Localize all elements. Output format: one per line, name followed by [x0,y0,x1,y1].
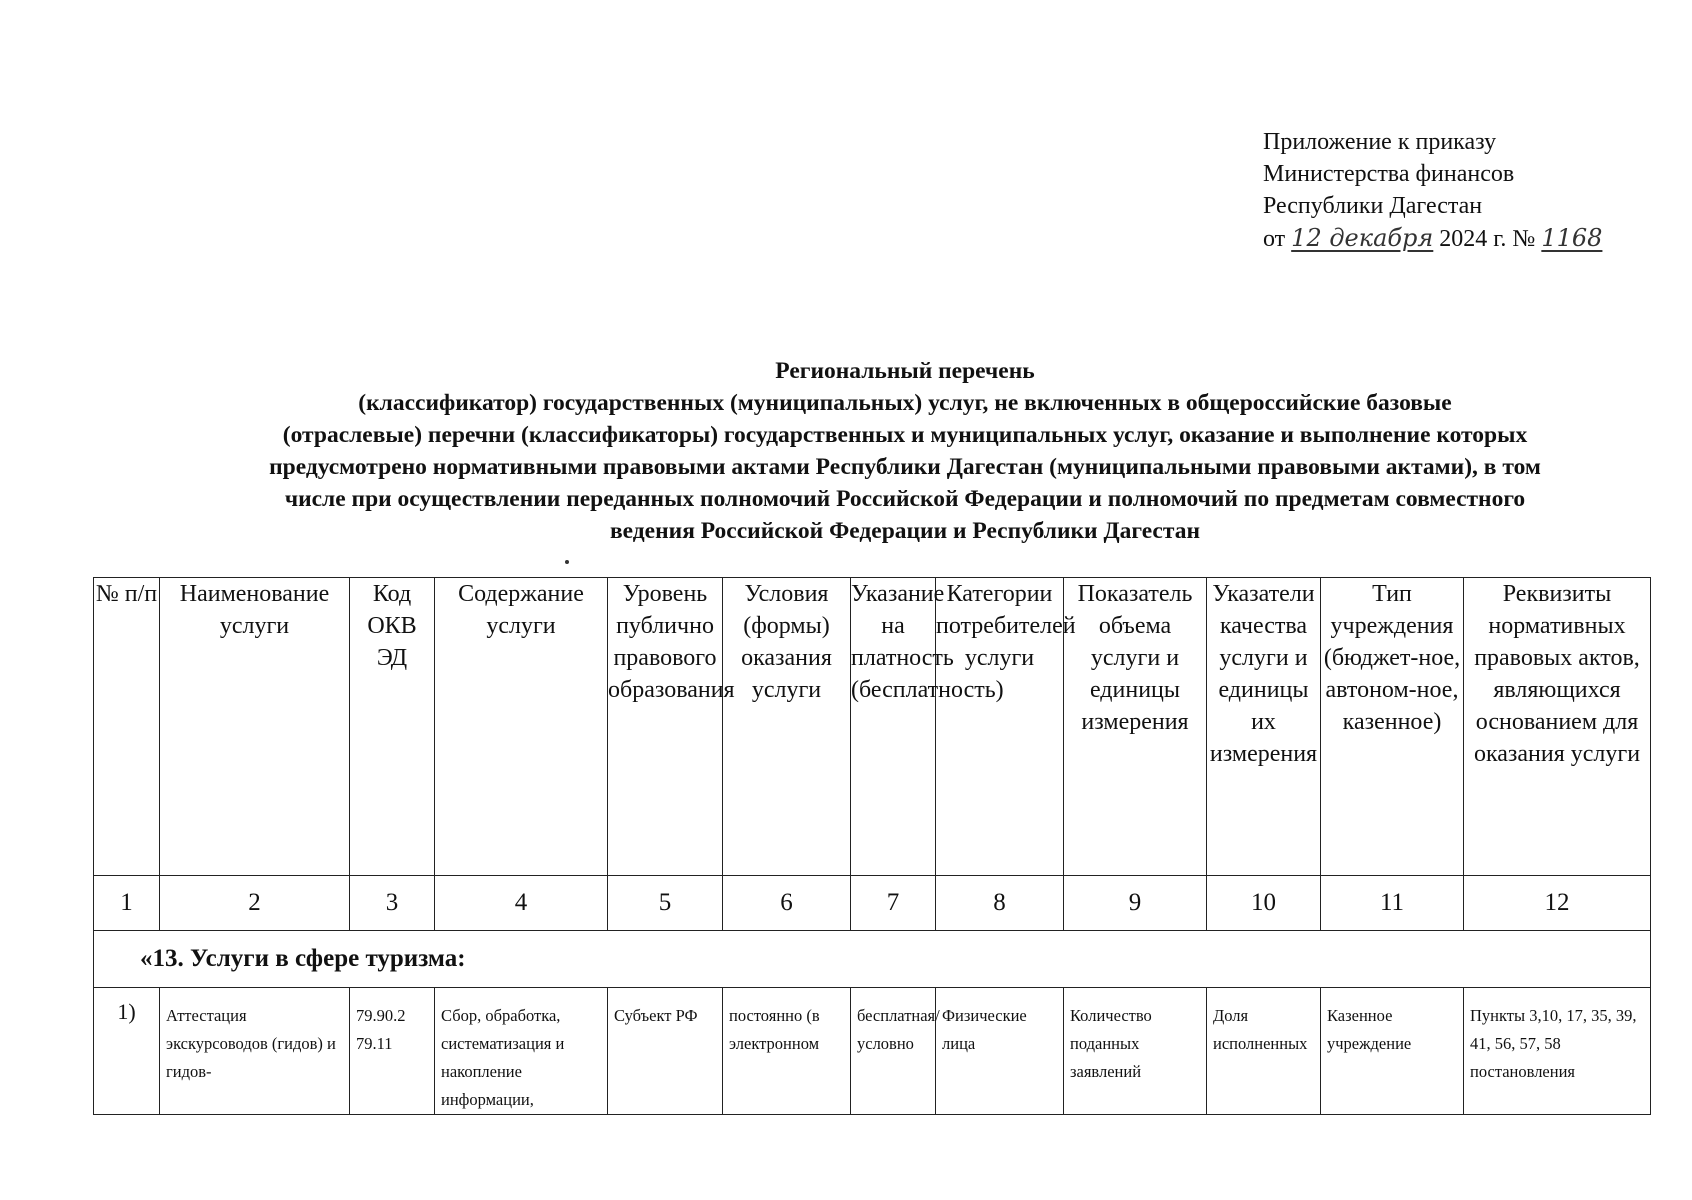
header-cell: Указание на платность (бесплатность) [851,578,936,876]
column-number: 10 [1207,876,1321,931]
column-number: 7 [851,876,936,931]
title-line-2: (классификатор) государственных (муниципальных) услуг, не включенных в общероссийские базовые [358,390,1452,416]
approval-line-3: Республики Дагестан [1263,193,1483,219]
payment-cell: бесплатная/условно [851,988,936,1115]
column-number: 8 [936,876,1064,931]
column-number: 5 [608,876,723,931]
column-number: 12 [1464,876,1651,931]
header-row [94,578,1651,876]
title-line-1: Региональный перечень [775,358,1035,384]
header-cell: Содержание услуги [435,578,608,876]
consumer-category-cell: Физические лица [936,988,1064,1115]
date-prefix: от [1263,226,1286,252]
approval-date-line [1263,222,1602,255]
column-number: 2 [160,876,350,931]
header-cell: Реквизиты нормативных правовых актов, являющихся основанием для оказания услуги [1464,578,1651,876]
handwritten-number: 1168 [1541,224,1603,252]
scan-speck [565,560,569,564]
legal-basis-cell: Пункты 3,10, 17, 35, 39, 41, 56, 57, 58 постановления [1464,988,1651,1115]
header-cell: Код ОКВ ЭД [350,578,435,876]
institution-type-cell: Казенное учреждение [1321,988,1464,1115]
header-cell: Уровень публично правового образования [608,578,723,876]
title-line-3: (отраслевые) перечни (классификаторы) государственных и муниципальных услуг, оказание и выполнение которых [282,422,1528,448]
column-number: 1 [94,876,160,931]
table-row [94,988,1651,1115]
header-cell: Тип учреждения (бюджет-ное, автоном-ное, казенное) [1321,578,1464,876]
service-name-cell: Аттестация экскурсоводов (гидов) и гидов- [160,988,350,1115]
section-heading: «13. Услуги в сфере туризма: [94,931,1651,988]
column-number: 6 [723,876,851,931]
header-cell: Показатель объема услуги и единицы измерения [1064,578,1207,876]
approval-line-1: Приложение к приказу [1263,129,1497,155]
column-number: 3 [350,876,435,931]
column-number: 4 [435,876,608,931]
handwritten-date: 12 декабря [1291,224,1434,252]
document-title [130,355,1680,547]
column-number: 11 [1321,876,1464,931]
header-cell: Указатели качества услуги и единицы их измерения [1207,578,1321,876]
conditions-cell: постоянно (в электронном [723,988,851,1115]
header-cell: Категории потребителей услуги [936,578,1064,876]
row-number: 1) [94,988,160,1115]
volume-indicator-cell: Количество поданных заявлений [1064,988,1207,1115]
services-table [93,577,1651,1115]
title-line-6: ведения Российской Федерации и Республики Дагестан [609,518,1200,544]
column-number-row [94,876,1651,931]
title-line-4: предусмотрено нормативными правовыми актами Республики Дагестан (муниципальными правовыми актами), в том [269,454,1541,480]
okved-code-cell: 79.90.2 79.11 [350,988,435,1115]
header-cell: № п/п [94,578,160,876]
header-cell: Условия (формы) оказания услуги [723,578,851,876]
public-level-cell: Субъект РФ [608,988,723,1115]
quality-indicator-cell: Доля исполненных [1207,988,1321,1115]
approval-line-2: Министерства финансов [1263,161,1515,187]
year-number-label: 2024 г. № [1439,226,1536,252]
title-line-5: числе при осуществлении переданных полномочий Российской Федерации и полномочий по предметам совместного [284,486,1526,512]
header-cell: Наименование услуги [160,578,350,876]
service-content-cell: Сбор, обработка, систематизация и накопление информации, [435,988,608,1115]
column-number: 9 [1064,876,1207,931]
approval-block [1263,126,1602,255]
section-row [94,931,1651,988]
